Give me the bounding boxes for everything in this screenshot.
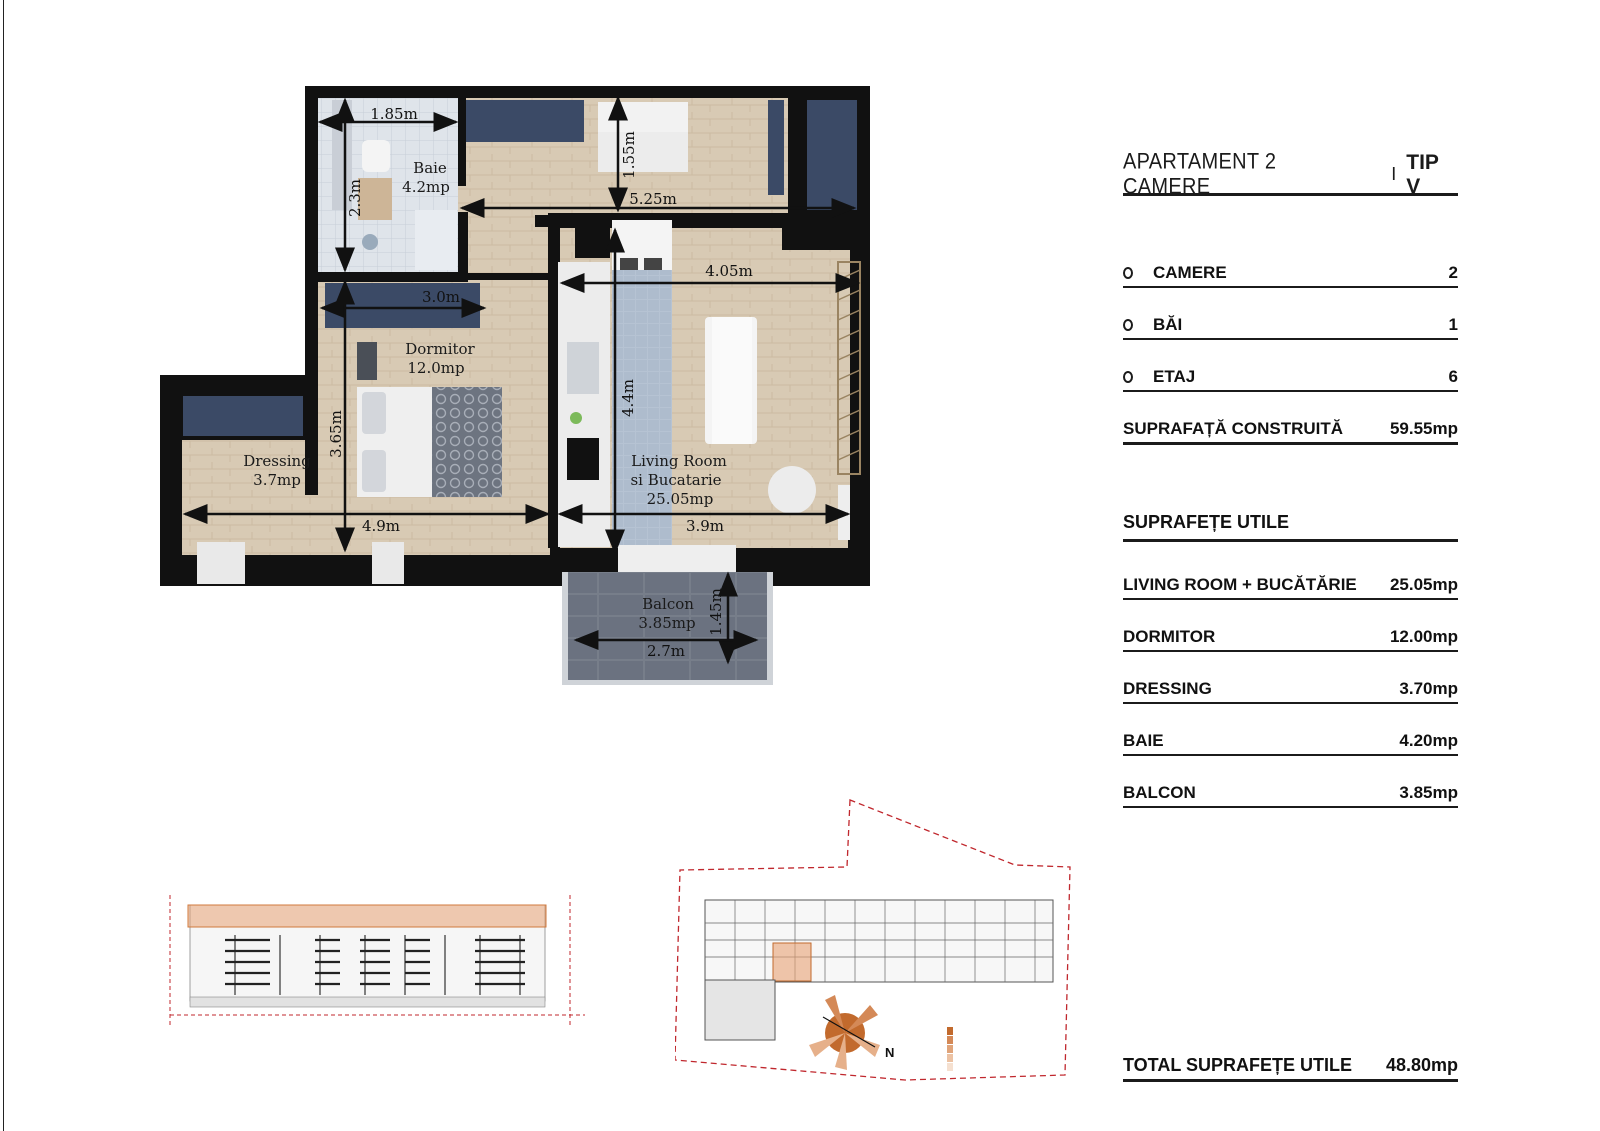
building-elevation xyxy=(160,895,600,1055)
site-plan xyxy=(675,795,1115,1105)
summary-row-bai xyxy=(1123,310,1458,340)
summary-row-etaj xyxy=(1123,362,1458,392)
room-name-dressing: Dressing xyxy=(243,452,311,470)
dim-bottom-left: 4.9m xyxy=(361,517,401,535)
room-name-balcon: Balcon xyxy=(642,595,694,613)
bullet-icon xyxy=(1123,319,1133,331)
dim-balcon-height: 1.45m xyxy=(707,588,725,636)
useful-row-balcon xyxy=(1123,778,1458,808)
useful-value: 4.20mp xyxy=(1399,731,1458,750)
dim-bottom-right: 3.9m xyxy=(685,517,725,535)
north-label: N xyxy=(885,1045,895,1060)
dim-hall-width: 5.25m xyxy=(629,190,677,208)
useful-value: 12.00mp xyxy=(1389,627,1458,646)
useful-value: 3.85mp xyxy=(1399,783,1458,802)
summary-value: 59.55mp xyxy=(1389,419,1458,438)
room-area-dormitor: 12.0mp xyxy=(407,359,465,377)
dim-balcon-width: 2.7m xyxy=(646,642,686,660)
summary-value: 1 xyxy=(1448,315,1458,334)
highlighted-floor xyxy=(188,905,546,927)
summary-value: 6 xyxy=(1448,367,1458,386)
legend-scale xyxy=(947,1027,953,1071)
bullet-icon xyxy=(1123,371,1133,383)
summary-row-suprafata-construita xyxy=(1123,415,1458,445)
dim-kitchen-height: 4.4m xyxy=(619,378,637,418)
bullet-icon xyxy=(1123,267,1133,279)
useful-areas-heading: SUPRAFEȚE UTILE xyxy=(1123,508,1458,542)
summary-value: 2 xyxy=(1448,263,1458,282)
useful-row-living xyxy=(1123,570,1458,600)
useful-label: BAIE xyxy=(1123,731,1164,750)
apartment-title-bar xyxy=(1123,149,1458,199)
total-label: TOTAL SUPRAFEȚE UTILE xyxy=(1123,1055,1353,1075)
room-name-baie: Baie xyxy=(413,159,447,177)
useful-label: DORMITOR xyxy=(1123,627,1216,646)
floor-plan xyxy=(0,0,900,720)
sun-diagram xyxy=(809,995,880,1070)
dim-baie-width: 1.85m xyxy=(370,105,418,123)
useful-row-dressing xyxy=(1123,674,1458,704)
summary-label: CAMERE xyxy=(1153,263,1227,282)
room-name-dormitor: Dormitor xyxy=(405,340,475,358)
apartment-type: TIP V xyxy=(1406,150,1439,198)
useful-value: 3.70mp xyxy=(1399,679,1458,698)
room-name-living: Living Room xyxy=(631,452,727,470)
useful-value: 25.05mp xyxy=(1389,575,1458,594)
room-name-kitchen: si Bucatarie xyxy=(630,471,722,489)
dim-dormitor-width: 3.0m xyxy=(421,288,461,306)
summary-row-camere xyxy=(1123,258,1458,288)
useful-label: LIVING ROOM + BUCĂTĂRIE xyxy=(1123,575,1357,594)
useful-row-dormitor xyxy=(1123,622,1458,652)
apartment-title: APARTAMENT 2 CAMERE xyxy=(1123,149,1277,199)
room-area-dressing: 3.7mp xyxy=(253,471,301,489)
room-area-baie: 4.2mp xyxy=(402,178,450,196)
summary-label: BĂI xyxy=(1153,315,1183,334)
total-value: 48.80mp xyxy=(1385,1055,1458,1075)
useful-label: DRESSING xyxy=(1123,679,1212,698)
summary-label: ETAJ xyxy=(1153,367,1196,386)
dim-baie-height: 2.3m xyxy=(346,178,364,218)
room-area-living: 25.05mp xyxy=(646,490,714,508)
room-area-balcon: 3.85mp xyxy=(638,614,696,632)
apartment-highlight xyxy=(773,943,811,981)
summary-label: SUPRAFAȚĂ CONSTRUITĂ xyxy=(1123,419,1344,438)
total-useful-row xyxy=(1123,1052,1458,1082)
dim-living-width: 4.05m xyxy=(705,262,753,280)
dim-hall-height: 1.55m xyxy=(620,131,638,179)
useful-label: BALCON xyxy=(1123,783,1196,802)
useful-row-baie xyxy=(1123,726,1458,756)
dim-dormitor-height: 3.65m xyxy=(327,410,345,458)
title-separator: I xyxy=(1391,164,1397,184)
